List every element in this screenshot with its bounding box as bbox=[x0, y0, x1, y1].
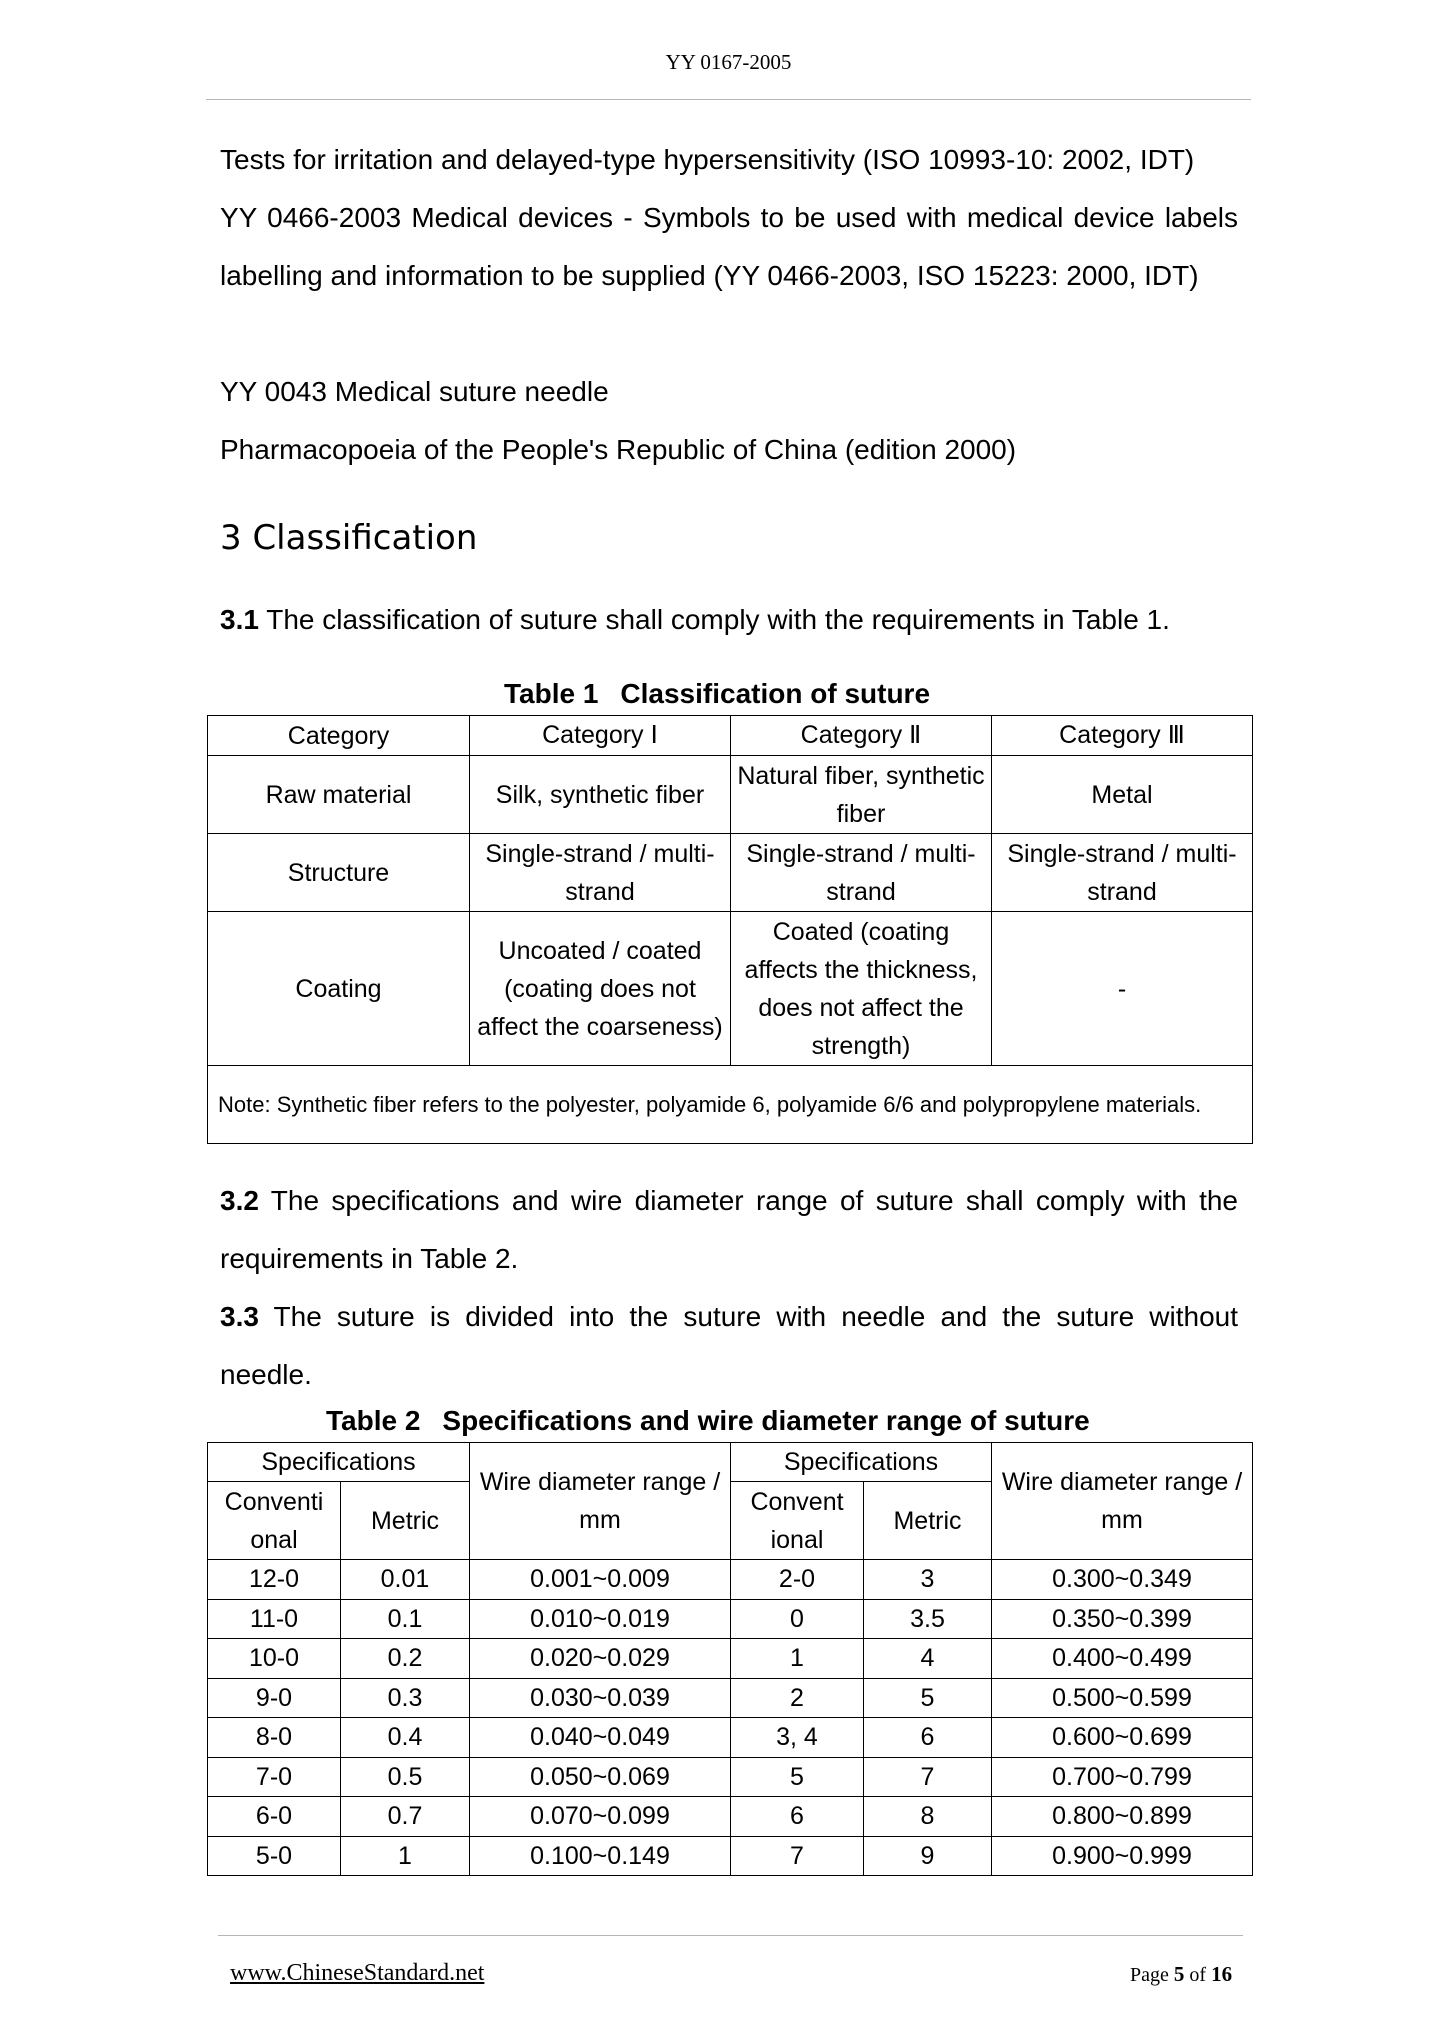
header-rule bbox=[206, 99, 1251, 100]
table-header-cell: Metric bbox=[341, 1482, 470, 1560]
table-header-cell: Convent ional bbox=[731, 1482, 864, 1560]
table-cell: 0.030~0.039 bbox=[470, 1678, 731, 1718]
table-cell: 5-0 bbox=[208, 1836, 341, 1876]
table-cell: 0.100~0.149 bbox=[470, 1836, 731, 1876]
table-row bbox=[208, 1639, 1253, 1679]
clause-text: The suture is divided into the suture with needle and the suture without needle. bbox=[220, 1301, 1238, 1390]
table-row bbox=[208, 1599, 1253, 1639]
table-cell: Coating bbox=[208, 912, 470, 1066]
clause-text: The specifications and wire diameter range of suture shall comply with the requirements in Table 2. bbox=[220, 1185, 1238, 1274]
table-note: Note: Synthetic fiber refers to the polyester, polyamide 6, polyamide 6/6 and polypropylene materials. bbox=[208, 1066, 1253, 1144]
table-cell: 3, 4 bbox=[731, 1718, 864, 1758]
table-header-cell: Category Ⅱ bbox=[731, 716, 992, 756]
table1-caption bbox=[504, 678, 930, 710]
clause-3-3 bbox=[220, 1288, 1238, 1404]
table-cell: 7-0 bbox=[208, 1757, 341, 1797]
table-cell: 0.2 bbox=[341, 1639, 470, 1679]
table-cell: Raw material bbox=[208, 756, 470, 834]
table-cell: 0.001~0.009 bbox=[470, 1560, 731, 1600]
table-row bbox=[208, 1797, 1253, 1837]
table1-caption-number: Table 1 bbox=[504, 678, 599, 709]
footer-rule bbox=[218, 1935, 1243, 1936]
reference-line: Pharmacopoeia of the People's Republic of China (edition 2000) bbox=[220, 434, 1017, 465]
clause-text: The classification of suture shall comply with the requirements in Table 1. bbox=[258, 604, 1170, 635]
table-cell: Natural fiber, synthetic fiber bbox=[731, 756, 992, 834]
table-note-row bbox=[208, 1066, 1253, 1144]
table-cell: 0.800~0.899 bbox=[992, 1797, 1253, 1837]
table-header-cell: Category Ⅲ bbox=[992, 716, 1253, 756]
table-row bbox=[208, 1678, 1253, 1718]
table-cell: 8 bbox=[864, 1797, 992, 1837]
table2-caption-number: Table 2 bbox=[326, 1405, 421, 1436]
table-cell: 0.300~0.349 bbox=[992, 1560, 1253, 1600]
table-cell: 0.070~0.099 bbox=[470, 1797, 731, 1837]
clause-3-1 bbox=[220, 591, 1238, 649]
table-cell: 11-0 bbox=[208, 1599, 341, 1639]
table-cell: Single-strand / multi-strand bbox=[470, 834, 731, 912]
table-cell: 6 bbox=[731, 1797, 864, 1837]
table-cell: Single-strand / multi-strand bbox=[992, 834, 1253, 912]
table-cell: Silk, synthetic fiber bbox=[470, 756, 731, 834]
website-link[interactable]: www.ChineseStandard.net bbox=[230, 1960, 485, 1986]
section-heading: 3 Classification bbox=[220, 518, 478, 558]
table-cell: 0.3 bbox=[341, 1678, 470, 1718]
reference-line: YY 0043 Medical suture needle bbox=[220, 376, 609, 407]
clause-number: 3.1 bbox=[220, 604, 259, 635]
table2-caption bbox=[326, 1405, 1090, 1437]
table-header-cell: Conventi onal bbox=[208, 1482, 341, 1560]
table-cell: 12-0 bbox=[208, 1560, 341, 1600]
table-cell: Uncoated / coated (coating does not affect the coarseness) bbox=[470, 912, 731, 1066]
table-cell: 0.900~0.999 bbox=[992, 1836, 1253, 1876]
table-cell: 2-0 bbox=[731, 1560, 864, 1600]
table-cell: - bbox=[992, 912, 1253, 1066]
table-cell: 1 bbox=[341, 1836, 470, 1876]
table-cell: 0.350~0.399 bbox=[992, 1599, 1253, 1639]
table-cell: 0.01 bbox=[341, 1560, 470, 1600]
table-cell: 0.600~0.699 bbox=[992, 1718, 1253, 1758]
table-cell: 0.050~0.069 bbox=[470, 1757, 731, 1797]
table-cell: 0.020~0.029 bbox=[470, 1639, 731, 1679]
table-header-cell: Specifications bbox=[731, 1443, 992, 1482]
table-cell: 0.500~0.599 bbox=[992, 1678, 1253, 1718]
table1-caption-title: Classification of suture bbox=[620, 678, 931, 709]
table-cell: 0.1 bbox=[341, 1599, 470, 1639]
table-cell: 8-0 bbox=[208, 1718, 341, 1758]
table-row bbox=[208, 912, 1253, 1066]
table-header-cell: Wire diameter range / mm bbox=[470, 1443, 731, 1560]
classification-table bbox=[207, 715, 1253, 1144]
reference-line: Tests for irritation and delayed-type hypersensitivity (ISO 10993-10: 2002, IDT) bbox=[220, 144, 1195, 175]
reference-line: YY 0466-2003 Medical devices - Symbols to be used with medical device labels labelling and information to be supplied (YY 0466-2003, ISO 15223: 2000, IDT) bbox=[220, 202, 1238, 291]
specifications-table bbox=[207, 1442, 1253, 1876]
table2-body bbox=[208, 1560, 1253, 1876]
clause-number: 3.3 bbox=[220, 1301, 259, 1332]
table-cell: 0.4 bbox=[341, 1718, 470, 1758]
table-header-row bbox=[208, 716, 1253, 756]
table-row bbox=[208, 1757, 1253, 1797]
table-cell: 0.400~0.499 bbox=[992, 1639, 1253, 1679]
table2-caption-title: Specifications and wire diameter range of suture bbox=[442, 1405, 1090, 1436]
table-header-cell: Wire diameter range / mm bbox=[992, 1443, 1253, 1560]
table-cell: 10-0 bbox=[208, 1639, 341, 1679]
table-cell: 1 bbox=[731, 1639, 864, 1679]
table-cell: 0.010~0.019 bbox=[470, 1599, 731, 1639]
table-row bbox=[208, 834, 1253, 912]
current-page: 5 bbox=[1173, 1962, 1185, 1986]
table-cell: 9 bbox=[864, 1836, 992, 1876]
table-cell: 3.5 bbox=[864, 1599, 992, 1639]
running-header: YY 0167-2005 bbox=[665, 50, 792, 74]
table-cell: 3 bbox=[864, 1560, 992, 1600]
table-cell: Coated (coating affects the thickness, does not affect the strength) bbox=[731, 912, 992, 1066]
clause-number: 3.2 bbox=[220, 1185, 259, 1216]
table-header-cell: Metric bbox=[864, 1482, 992, 1560]
table-cell: 4 bbox=[864, 1639, 992, 1679]
table-cell: 5 bbox=[731, 1757, 864, 1797]
table-cell: 7 bbox=[864, 1757, 992, 1797]
table-cell: 6 bbox=[864, 1718, 992, 1758]
table-cell: Single-strand / multi-strand bbox=[731, 834, 992, 912]
table-cell: 2 bbox=[731, 1678, 864, 1718]
table-row bbox=[208, 1560, 1253, 1600]
table-cell: Metal bbox=[992, 756, 1253, 834]
table-cell: 9-0 bbox=[208, 1678, 341, 1718]
table-cell: 0.7 bbox=[341, 1797, 470, 1837]
table-header-row bbox=[208, 1443, 1253, 1482]
table-cell: 6-0 bbox=[208, 1797, 341, 1837]
table-cell: 0 bbox=[731, 1599, 864, 1639]
table-cell: 0.5 bbox=[341, 1757, 470, 1797]
page-number: Page 5 of 16 bbox=[1130, 1962, 1233, 1986]
table-cell: 0.700~0.799 bbox=[992, 1757, 1253, 1797]
table-cell: Structure bbox=[208, 834, 470, 912]
table-row bbox=[208, 756, 1253, 834]
table-row bbox=[208, 1836, 1253, 1876]
clause-3-2 bbox=[220, 1172, 1238, 1288]
table-header-cell: Category Ⅰ bbox=[470, 716, 731, 756]
table-cell: 7 bbox=[731, 1836, 864, 1876]
table-header-cell: Category bbox=[208, 716, 470, 756]
table-row bbox=[208, 1718, 1253, 1758]
total-pages: 16 bbox=[1211, 1962, 1233, 1986]
table-header-cell: Specifications bbox=[208, 1443, 470, 1482]
table-cell: 5 bbox=[864, 1678, 992, 1718]
table-cell: 0.040~0.049 bbox=[470, 1718, 731, 1758]
